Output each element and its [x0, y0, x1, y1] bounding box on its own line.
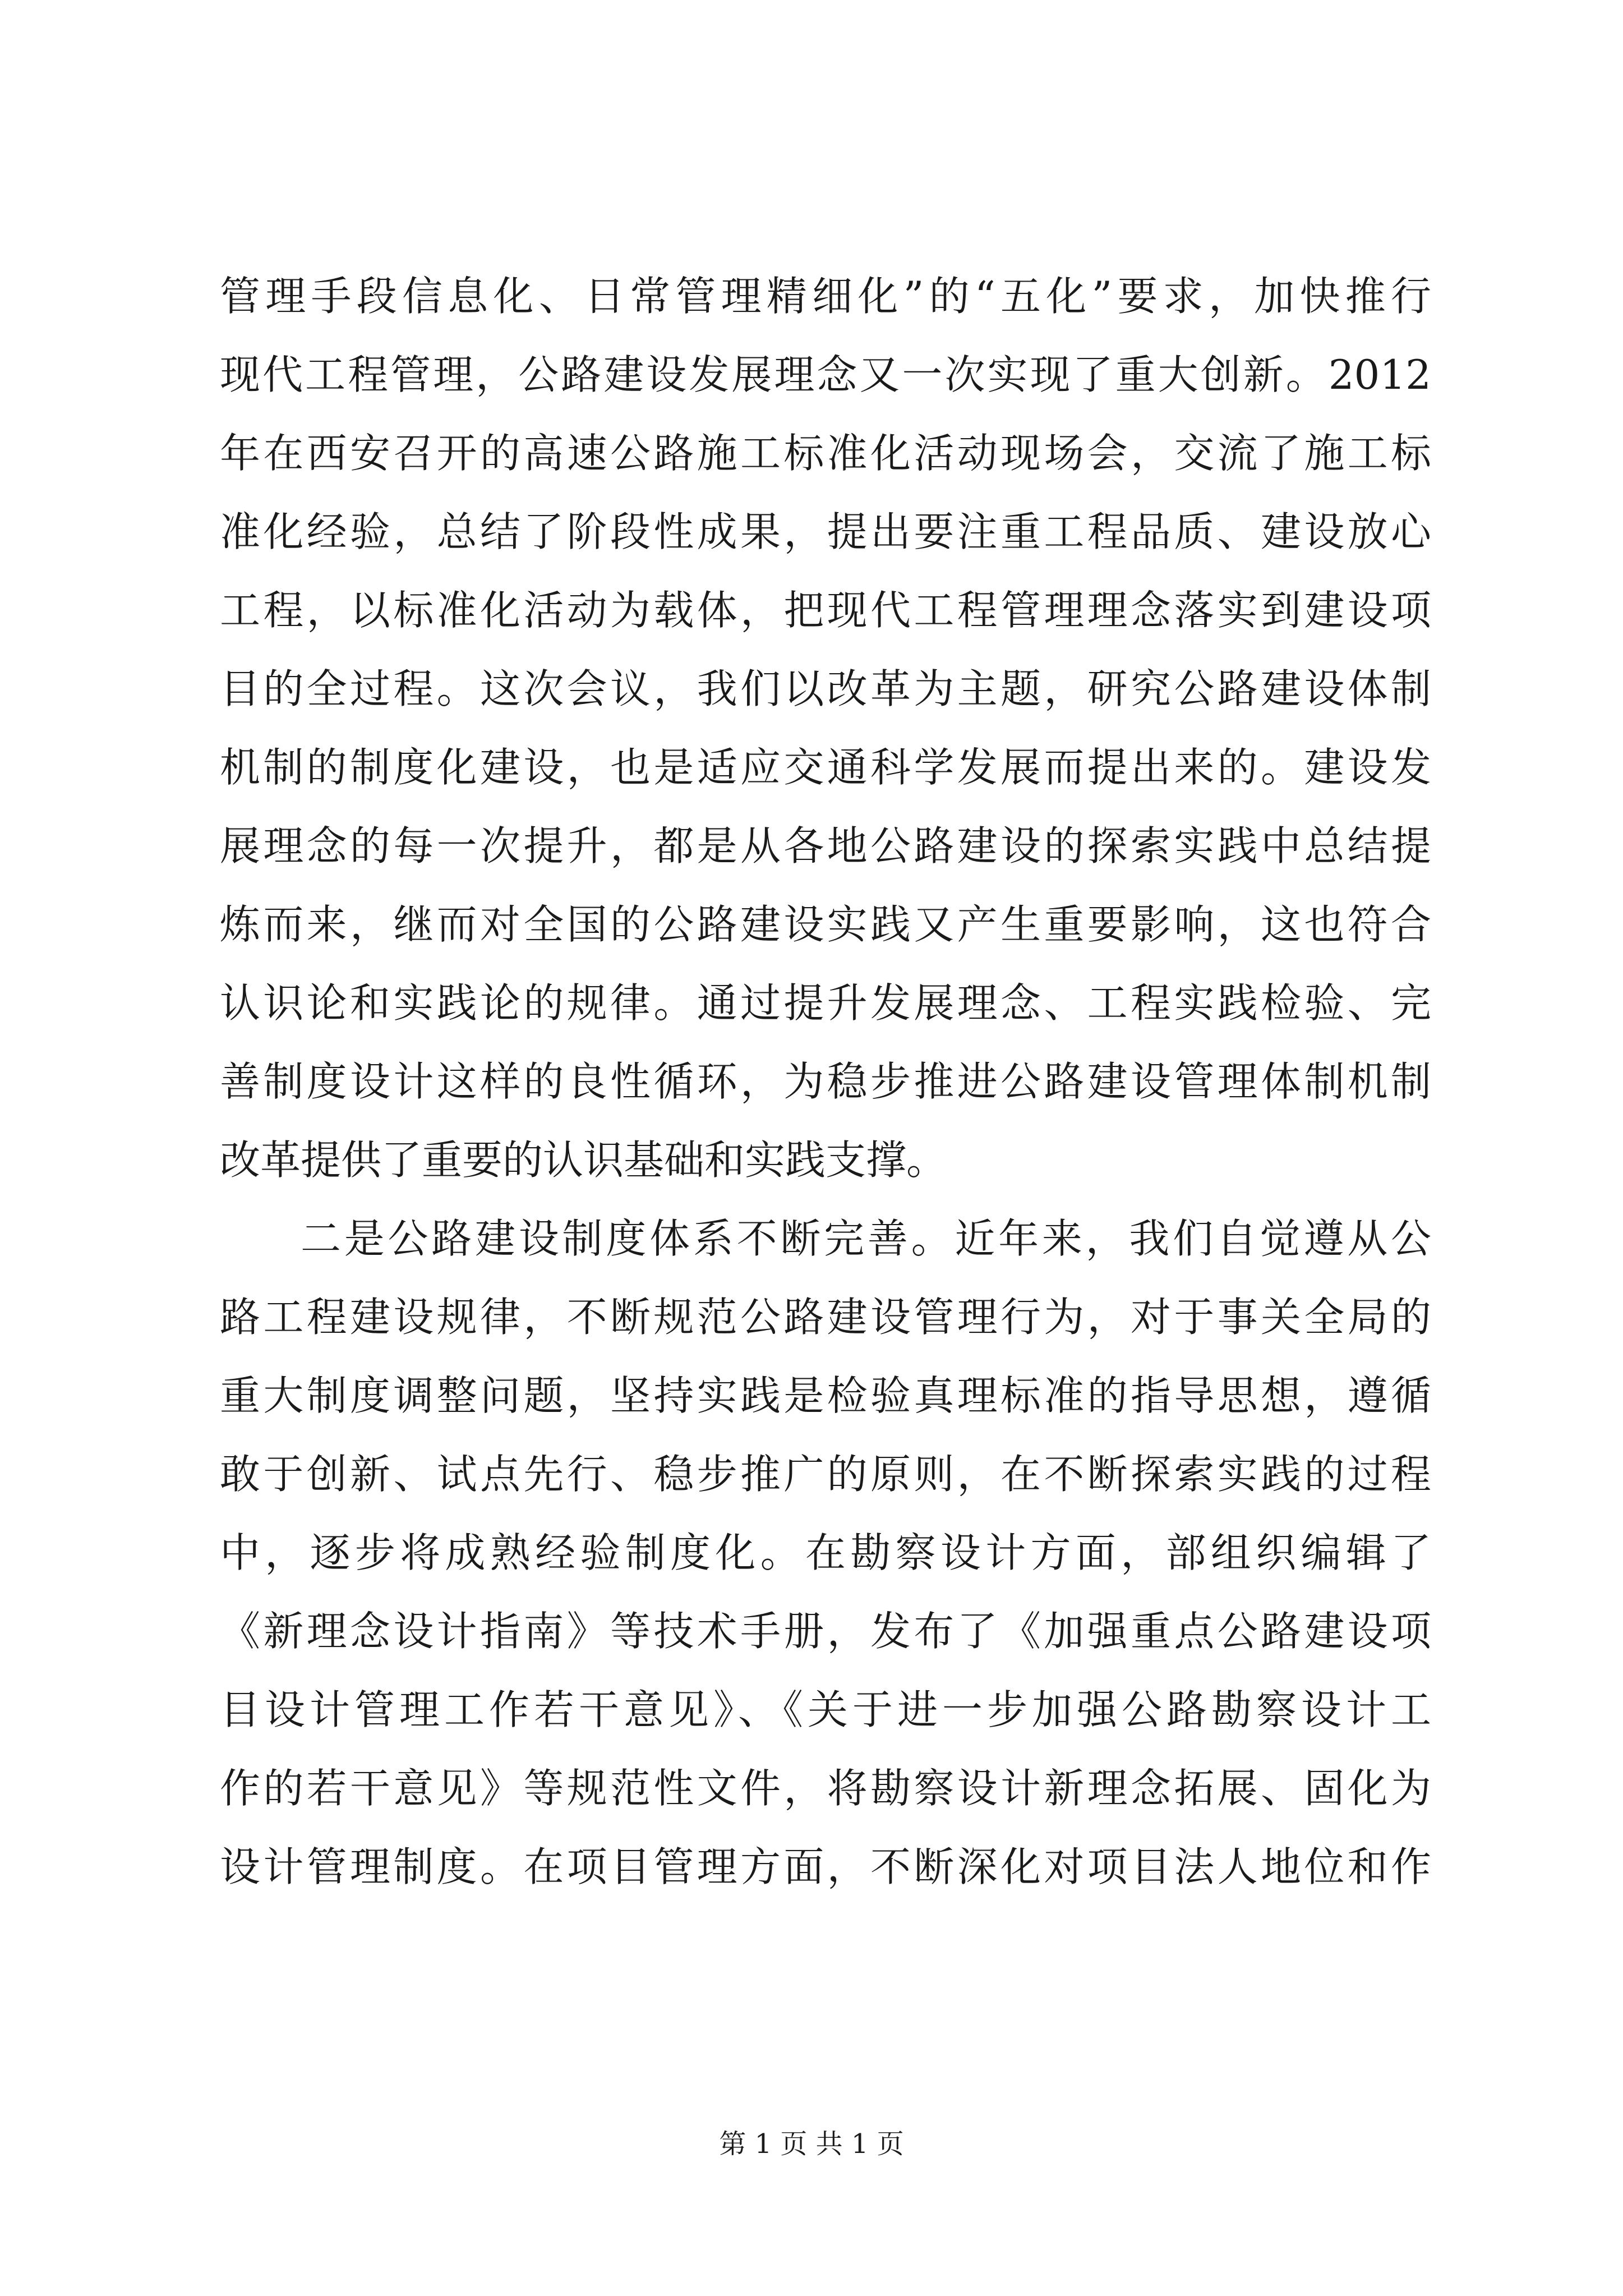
paragraph-line: 敢于创新、试点先行、稳步推广的原则，在不断探索实践的过程 — [220, 1451, 1431, 1498]
paragraph-line: 《新理念设计指南》等技术手册，发布了《加强重点公路建设项 — [220, 1608, 1431, 1655]
paragraph-line: 二是公路建设制度体系不断完善。近年来，我们自觉遵从公 — [301, 1215, 1431, 1262]
body-text — [220, 257, 1431, 1906]
paragraph-line: 认识论和实践论的规律。通过提升发展理念、工程实践检验、完 — [220, 979, 1431, 1027]
paragraph-line: 改革提供了重要的认识基础和实践支撑。 — [220, 1137, 947, 1184]
paragraph-line: 路工程建设规律，不断规范公路建设管理行为，对于事关全局的 — [220, 1294, 1431, 1341]
paragraph-line: 目设计管理工作若干意见》、《关于进一步加强公路勘察设计工 — [220, 1686, 1431, 1733]
paragraph-line: 炼而来，继而对全国的公路建设实践又产生重要影响，这也符合 — [220, 901, 1431, 948]
paragraph-line: 管理手段信息化、日常管理精细化”的“五化”要求，加快推行 — [220, 273, 1431, 320]
paragraph-line: 中，逐步将成熟经验制度化。在勘察设计方面，部组织编辑了 — [220, 1529, 1431, 1576]
paragraph-line: 善制度设计这样的良性循环，为稳步推进公路建设管理体制机制 — [220, 1058, 1431, 1105]
page-footer: 第 1 页 共 1 页 — [719, 2128, 904, 2160]
paragraph-line: 重大制度调整问题，坚持实践是检验真理标准的指导思想，遵循 — [220, 1372, 1431, 1419]
paragraph-line: 年在西安召开的高速公路施工标准化活动现场会，交流了施工标 — [220, 430, 1431, 477]
paragraph-line: 目的全过程。这次会议，我们以改革为主题，研究公路建设体制 — [220, 665, 1431, 712]
paragraph-line: 设计管理制度。在项目管理方面，不断深化对项目法人地位和作 — [220, 1843, 1431, 1890]
paragraph-line: 作的若干意见》等规范性文件，将勘察设计新理念拓展、固化为 — [220, 1765, 1431, 1812]
paragraph-line: 工程，以标准化活动为载体，把现代工程管理理念落实到建设项 — [220, 587, 1431, 634]
paragraph-line: 机制的制度化建设，也是适应交通科学发展而提出来的。建设发 — [220, 744, 1431, 791]
paragraph-line: 展理念的每一次提升，都是从各地公路建设的探索实践中总结提 — [220, 822, 1431, 869]
paragraph-line: 现代工程管理，公路建设发展理念又一次实现了重大创新。2012 — [220, 351, 1431, 398]
paragraph-line: 准化经验，总结了阶段性成果，提出要注重工程品质、建设放心 — [220, 508, 1431, 555]
